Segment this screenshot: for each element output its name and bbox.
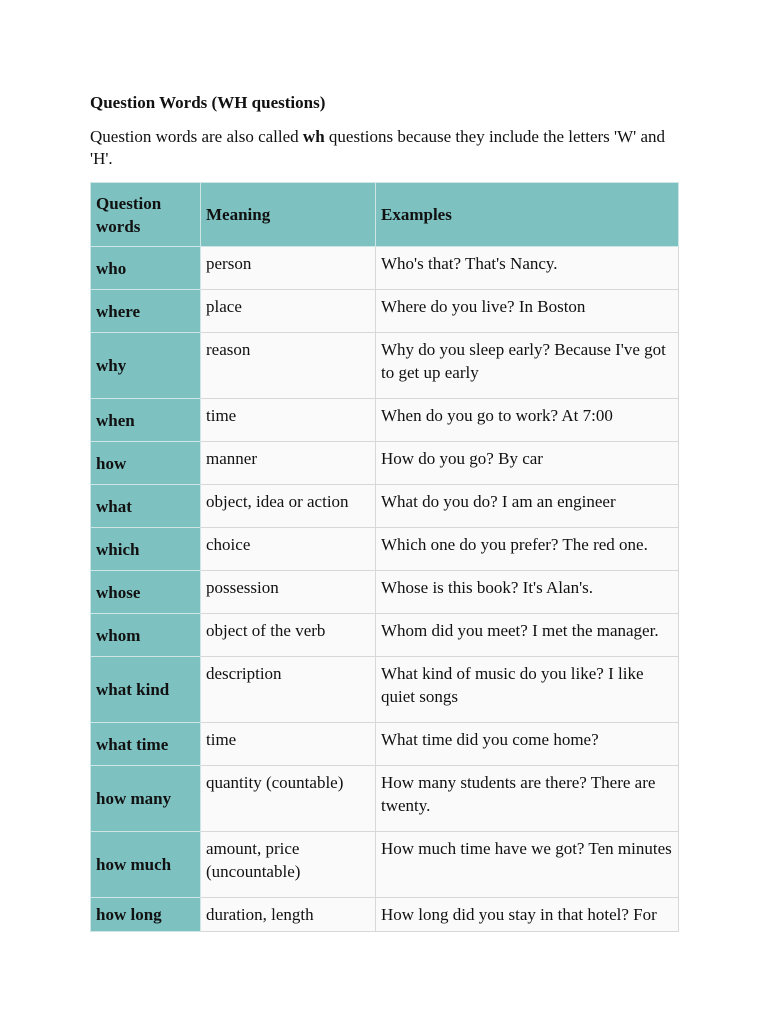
table-header-row	[91, 183, 679, 247]
header-question-words: Question words	[91, 183, 201, 247]
table-row	[91, 247, 679, 290]
meaning-cell: duration, length	[201, 898, 376, 932]
example-cell: What do you do? I am an engineer	[376, 485, 679, 528]
table-row	[91, 614, 679, 657]
meaning-cell: object, idea or action	[201, 485, 376, 528]
example-cell: Where do you live? In Boston	[376, 290, 679, 333]
question-word-cell: how long	[91, 898, 201, 932]
example-cell: Whose is this book? It's Alan's.	[376, 571, 679, 614]
table-row	[91, 571, 679, 614]
table-row	[91, 442, 679, 485]
question-word-cell: what	[91, 485, 201, 528]
meaning-cell: person	[201, 247, 376, 290]
intro-text-bold: wh	[302, 127, 325, 146]
table-row	[91, 528, 679, 571]
intro-text-end: questions because they include the letters 'W' and 'H'.	[90, 127, 666, 168]
table-row	[91, 898, 679, 932]
meaning-cell: reason	[201, 333, 376, 399]
table-row	[91, 832, 679, 898]
meaning-cell: possession	[201, 571, 376, 614]
question-word-cell: how much	[91, 832, 201, 898]
header-examples: Examples	[376, 183, 679, 247]
example-cell: Who's that? That's Nancy.	[376, 247, 679, 290]
example-cell: How many students are there? There are twenty.	[376, 766, 679, 832]
example-cell: Whom did you meet? I met the manager.	[376, 614, 679, 657]
question-word-cell: when	[91, 399, 201, 442]
table-row	[91, 333, 679, 399]
intro-paragraph	[90, 126, 678, 170]
question-word-cell: whose	[91, 571, 201, 614]
meaning-cell: quantity (countable)	[201, 766, 376, 832]
question-word-cell: whom	[91, 614, 201, 657]
question-word-cell: what time	[91, 723, 201, 766]
document-heading: Question Words (WH questions)	[90, 93, 326, 112]
table-row	[91, 485, 679, 528]
example-cell: Which one do you prefer? The red one.	[376, 528, 679, 571]
header-meaning: Meaning	[201, 183, 376, 247]
table-row	[91, 723, 679, 766]
meaning-cell: time	[201, 723, 376, 766]
question-word-cell: what kind	[91, 657, 201, 723]
document-page	[90, 92, 678, 932]
intro-text-start: Question words are also called	[90, 127, 303, 146]
meaning-cell: time	[201, 399, 376, 442]
question-word-cell: how	[91, 442, 201, 485]
question-word-cell: which	[91, 528, 201, 571]
question-words-table	[90, 182, 679, 932]
meaning-cell: manner	[201, 442, 376, 485]
meaning-cell: choice	[201, 528, 376, 571]
table-row	[91, 290, 679, 333]
example-cell: How long did you stay in that hotel? For	[376, 898, 679, 932]
example-cell: What time did you come home?	[376, 723, 679, 766]
example-cell: How much time have we got? Ten minutes	[376, 832, 679, 898]
table-row	[91, 657, 679, 723]
question-word-cell: how many	[91, 766, 201, 832]
table-row	[91, 399, 679, 442]
example-cell: When do you go to work? At 7:00	[376, 399, 679, 442]
table-row	[91, 766, 679, 832]
example-cell: Why do you sleep early? Because I've got to get up early	[376, 333, 679, 399]
meaning-cell: object of the verb	[201, 614, 376, 657]
question-word-cell: who	[91, 247, 201, 290]
meaning-cell: description	[201, 657, 376, 723]
example-cell: How do you go? By car	[376, 442, 679, 485]
example-cell: What kind of music do you like? I like quiet songs	[376, 657, 679, 723]
question-word-cell: where	[91, 290, 201, 333]
question-word-cell: why	[91, 333, 201, 399]
meaning-cell: place	[201, 290, 376, 333]
meaning-cell: amount, price (uncountable)	[201, 832, 376, 898]
